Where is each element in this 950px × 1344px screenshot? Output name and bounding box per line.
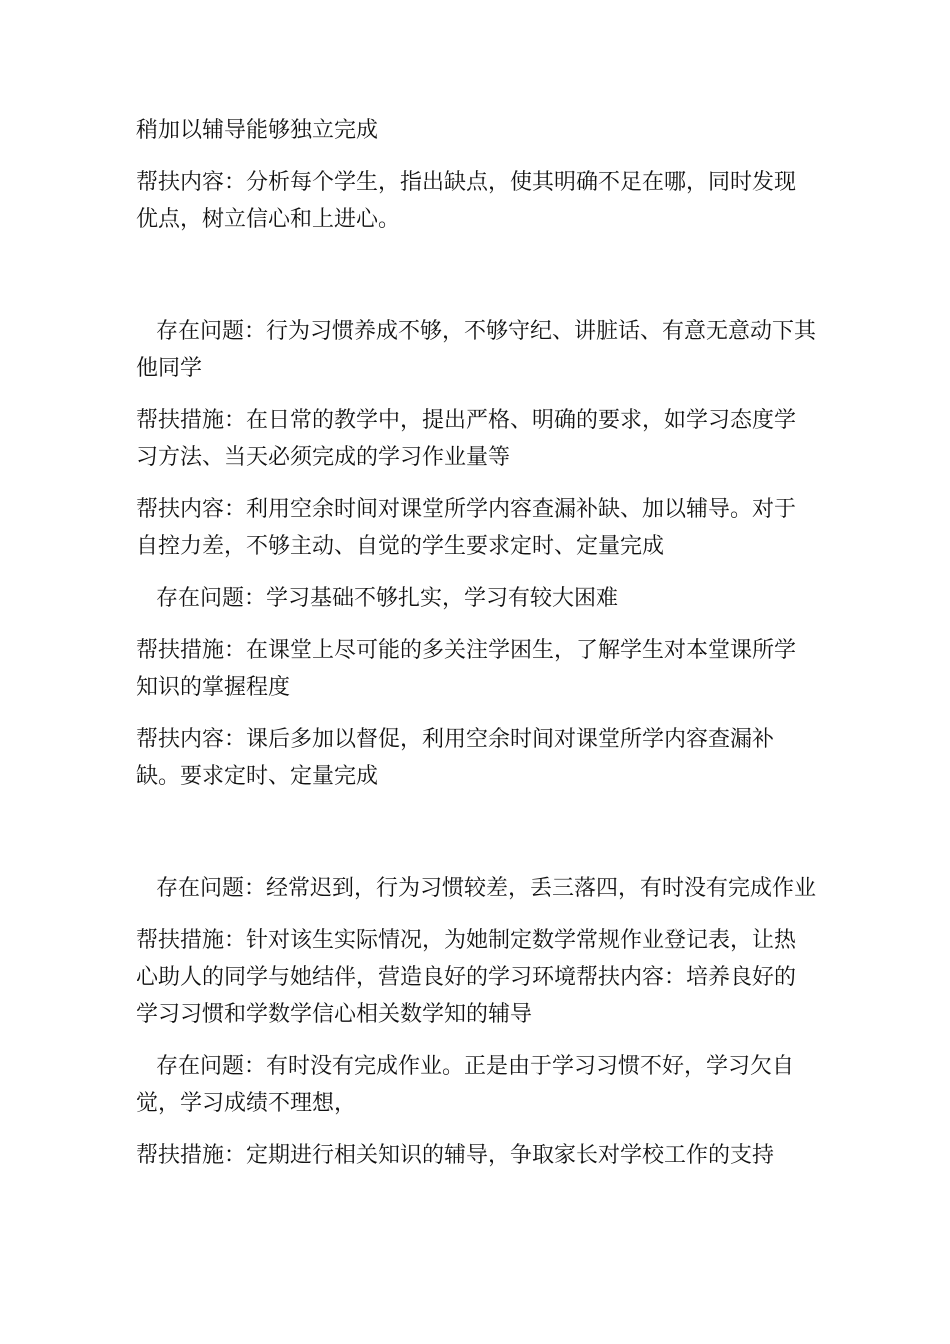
paragraph: 帮扶措施：针对该生实际情况，为她制定数学常规作业登记表，让热心助人的同学与她结伴，营造良好的学习环境帮扶内容：培养良好的学习习惯和学数学信心相关数学知的辅导 [136, 928, 797, 1027]
paragraph: 存在问题：有时没有完成作业。正是由于学习习惯不好，学习欠自觉，学习成绩不理想， [136, 1054, 795, 1116]
paragraph: 帮扶措施：在日常的教学中，提出严格、明确的要求，如学习态度学习方法、当天必须完成的学习作业量等 [136, 408, 797, 470]
paragraph: 帮扶内容：分析每个学生，指出缺点，使其明确不足在哪，同时发现优点，树立信心和上进心。 [136, 170, 797, 232]
blank-space [136, 253, 816, 313]
paragraph: 帮扶内容：利用空余时间对课堂所学内容查漏补缺、加以辅导。对于自控力差，不够主动、自觉的学生要求定时、定量完成 [136, 497, 797, 559]
paragraph: 帮扶措施：定期进行相关知识的辅导，争取家长对学校工作的支持 [136, 1143, 775, 1168]
paragraph: 帮扶措施：在课堂上尽可能的多关注学困生，了解学生对本堂课所学知识的掌握程度 [136, 638, 797, 700]
blank-space [136, 810, 816, 870]
paragraph: 存在问题：学习基础不够扎实，学习有较大困难 [156, 586, 619, 611]
paragraph: 存在问题：行为习惯养成不够，不够守纪、讲脏话、有意无意动下其他同学 [136, 319, 817, 381]
paragraph: 帮扶内容：课后多加以督促，利用空余时间对课堂所学内容查漏补缺。要求定时、定量完成 [136, 727, 775, 789]
paragraph: 稍加以辅导能够独立完成 [136, 118, 379, 143]
paragraph: 存在问题：经常迟到，行为习惯较差，丢三落四，有时没有完成作业 [156, 876, 817, 901]
document-body [136, 112, 816, 1189]
